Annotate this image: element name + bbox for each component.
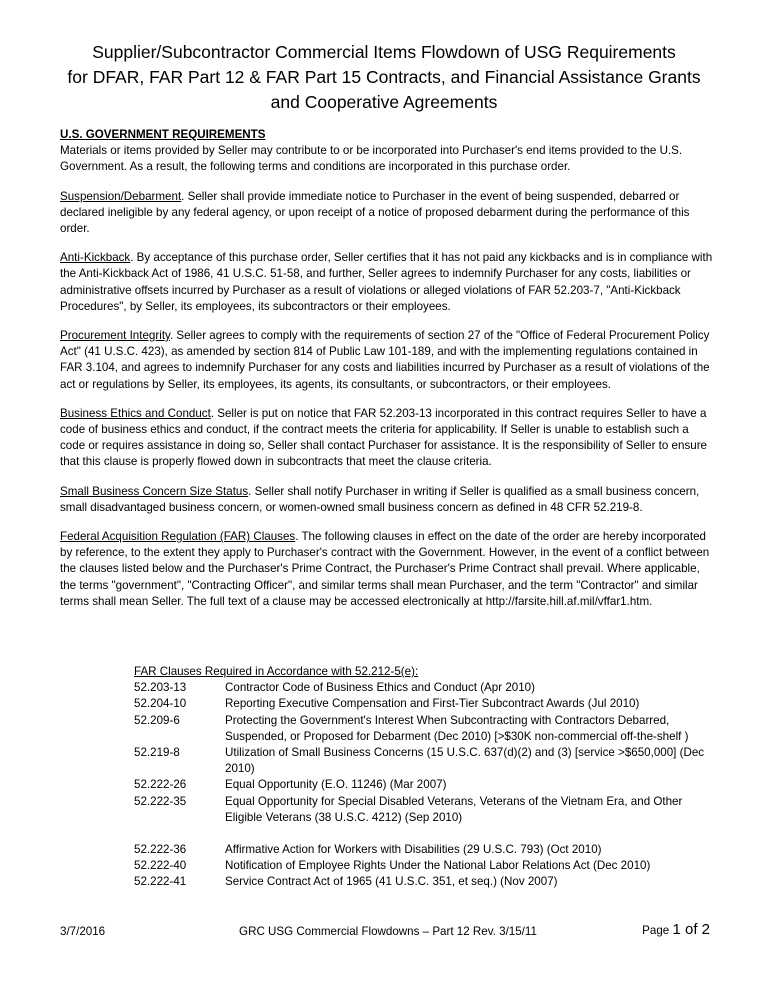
page-number [642,921,710,938]
far-clause-list [134,664,714,891]
antikickback-section [60,250,716,315]
clause-description: Service Contract Act of 1965 (41 U.S.C. 351, et seq.) (Nov 2007) [225,875,558,889]
page-footer [60,921,716,941]
clause-description: Affirmative Action for Workers with Disabilities (29 U.S.C. 793) (Oct 2010) [225,843,602,857]
intro-text: Materials or items provided by Seller may contribute to or be incorporated into Purchaser's end items provided to the U.S. Government. As a result, the following terms and conditions are incorporated in this purchase order. [60,144,683,174]
clause-number: 52.222-35 [134,794,187,808]
procurement-section [60,328,716,393]
ethics-text: . Seller is put on notice that FAR 52.203-13 incorporated in this contract requires Seller to have a code of business ethics and conduct, if the contract meets the criteria for applicability. If Seller is unable to establish such a code or requires assistance in doing so, Seller shall contact Purchaser for assistance. It is the responsibility of Seller to ensure that this clause is properly flowed down in subcontracts that meet the clause criteria. [60,406,707,469]
suspension-text: . Seller shall provide immediate notice to Purchaser in the event of being suspended, debarred or declared ineligible by any federal agency, or upon receipt of a notice of proposed debarment during the performance of this order. [60,189,690,236]
clause-number: 52.209-6 [134,713,180,727]
footer-date: 3/7/2016 [60,925,106,938]
ethics-label: Business Ethics and Conduct [60,406,211,420]
clause-number: 52.222-40 [134,859,187,873]
clause-description: Utilization of Small Business Concerns (15 U.S.C. 637(d)(2) and (3) [service >$650,000] (Dec 2010) [225,746,705,776]
title-line-3: and Cooperative Agreements [270,92,498,112]
suspension-label: Suspension/Debarment [60,189,182,203]
clause-list-title: FAR Clauses Required in Accordance with 52.212-5(e): [134,665,419,678]
section-heading: U.S. GOVERNMENT REQUIREMENTS [60,128,266,141]
clause-row [134,794,714,826]
far-section [60,529,716,610]
clause-description: Reporting Executive Compensation and First-Tier Subcontract Awards (Jul 2010) [225,697,640,711]
clause-number: 52.222-41 [134,875,187,889]
document-body [60,127,716,623]
title-line-1: Supplier/Subcontractor Commercial Items Flowdown of USG Requirements [92,42,676,62]
ethics-section [60,406,716,471]
clause-row [134,745,714,777]
antikickback-label: Anti-Kickback [60,251,131,265]
clause-number: 52.222-26 [134,778,187,792]
antikickback-text: . By acceptance of this purchase order, Seller certifies that it has not paid any kickbacks and is in compliance with the Anti-Kickback Act of 1986, 41 U.S.C. 51-58, and further, Seller agrees to indemnify Purchaser for any costs, liabilities or administrative offsets incurred by Purchaser as a result of violations or alleged violations of FAR 52.203-7, "Anti-Kickback Procedures", by Seller, its employees, its subcontractors or their employees. [60,251,713,313]
document-title [60,40,708,115]
clause-description: Notification of Employee Rights Under the National Labor Relations Act (Dec 2010) [225,859,651,873]
clause-row [134,680,714,696]
title-line-2: for DFAR, FAR Part 12 & FAR Part 15 Contracts, and Financial Assistance Grants [67,67,701,87]
smallbiz-text: . Seller shall notify Purchaser in writing if Seller is qualified as a small business concern, small disadvantaged business concern, or women-owned small business concern as defined in 48 CFR 52.219-8. [60,484,700,514]
page-label: Page [642,924,670,937]
far-text: . The following clauses in effect on the date of the order are hereby incorporated by reference, to the extent they apply to Purchaser's contract with the Government. However, in the event of a conflict between the clauses listed below and the Purchaser's Prime Contract, the Purchaser's Prime Contract shall prevail. Where applicable, the terms "government", "Contracting Officer", and similar terms shall mean Purchaser, and the term "Contractor" and similar terms shall mean Seller. The full text of a clause may be accessed electronically at http://farsite.hill.af.mil/vffar1.htm. [60,530,710,608]
intro-section [60,127,716,176]
procurement-label: Procurement Integrity [60,329,170,343]
smallbiz-label: Small Business Concern Size Status [60,484,249,498]
clause-row [134,713,714,745]
procurement-text: . Seller agrees to comply with the requirements of section 27 of the "Office of Federal Procurement Policy Act" (41 U.S.C. 423), as amended by section 814 of Public Law 101-189, and with the implementing regulations contained in FAR 3.104, and agrees to indemnify Purchaser for any costs and liabilities incurred by Purchaser as a result of violations of the act or regulations by Seller, its employees, its agents, its consultants, or subcontractors, or their employees. [60,329,710,391]
clause-number: 52.219-8 [134,746,180,760]
clause-row [134,874,714,890]
clause-spacer [134,826,714,842]
page-of: 1 of 2 [672,921,710,938]
clause-number: 52.203-13 [134,681,187,695]
clause-row [134,777,714,793]
clause-row [134,696,714,712]
suspension-section [60,189,716,238]
clause-description: Contractor Code of Business Ethics and Conduct (Apr 2010) [225,681,535,695]
footer-document-id: GRC USG Commercial Flowdowns – Part 12 Rev. 3/15/11 [239,925,537,938]
clause-number: 52.204-10 [134,697,187,711]
clause-row [134,858,714,874]
clause-description: Protecting the Government's Interest When Subcontracting with Contractors Debarred, Suspended, or Proposed for Debarment (Dec 2010) [>$30K non-commercial off-the-shelf ) [225,713,689,743]
clause-description: Equal Opportunity for Special Disabled Veterans, Veterans of the Vietnam Era, and Other Eligible Veterans (38 U.S.C. 4212) (Sep 2010) [225,794,683,824]
smallbiz-section [60,484,716,516]
clause-row [134,842,714,858]
clause-number: 52.222-36 [134,843,187,857]
clause-description: Equal Opportunity (E.O. 11246) (Mar 2007) [225,778,447,792]
far-label: Federal Acquisition Regulation (FAR) Clauses [60,530,296,544]
